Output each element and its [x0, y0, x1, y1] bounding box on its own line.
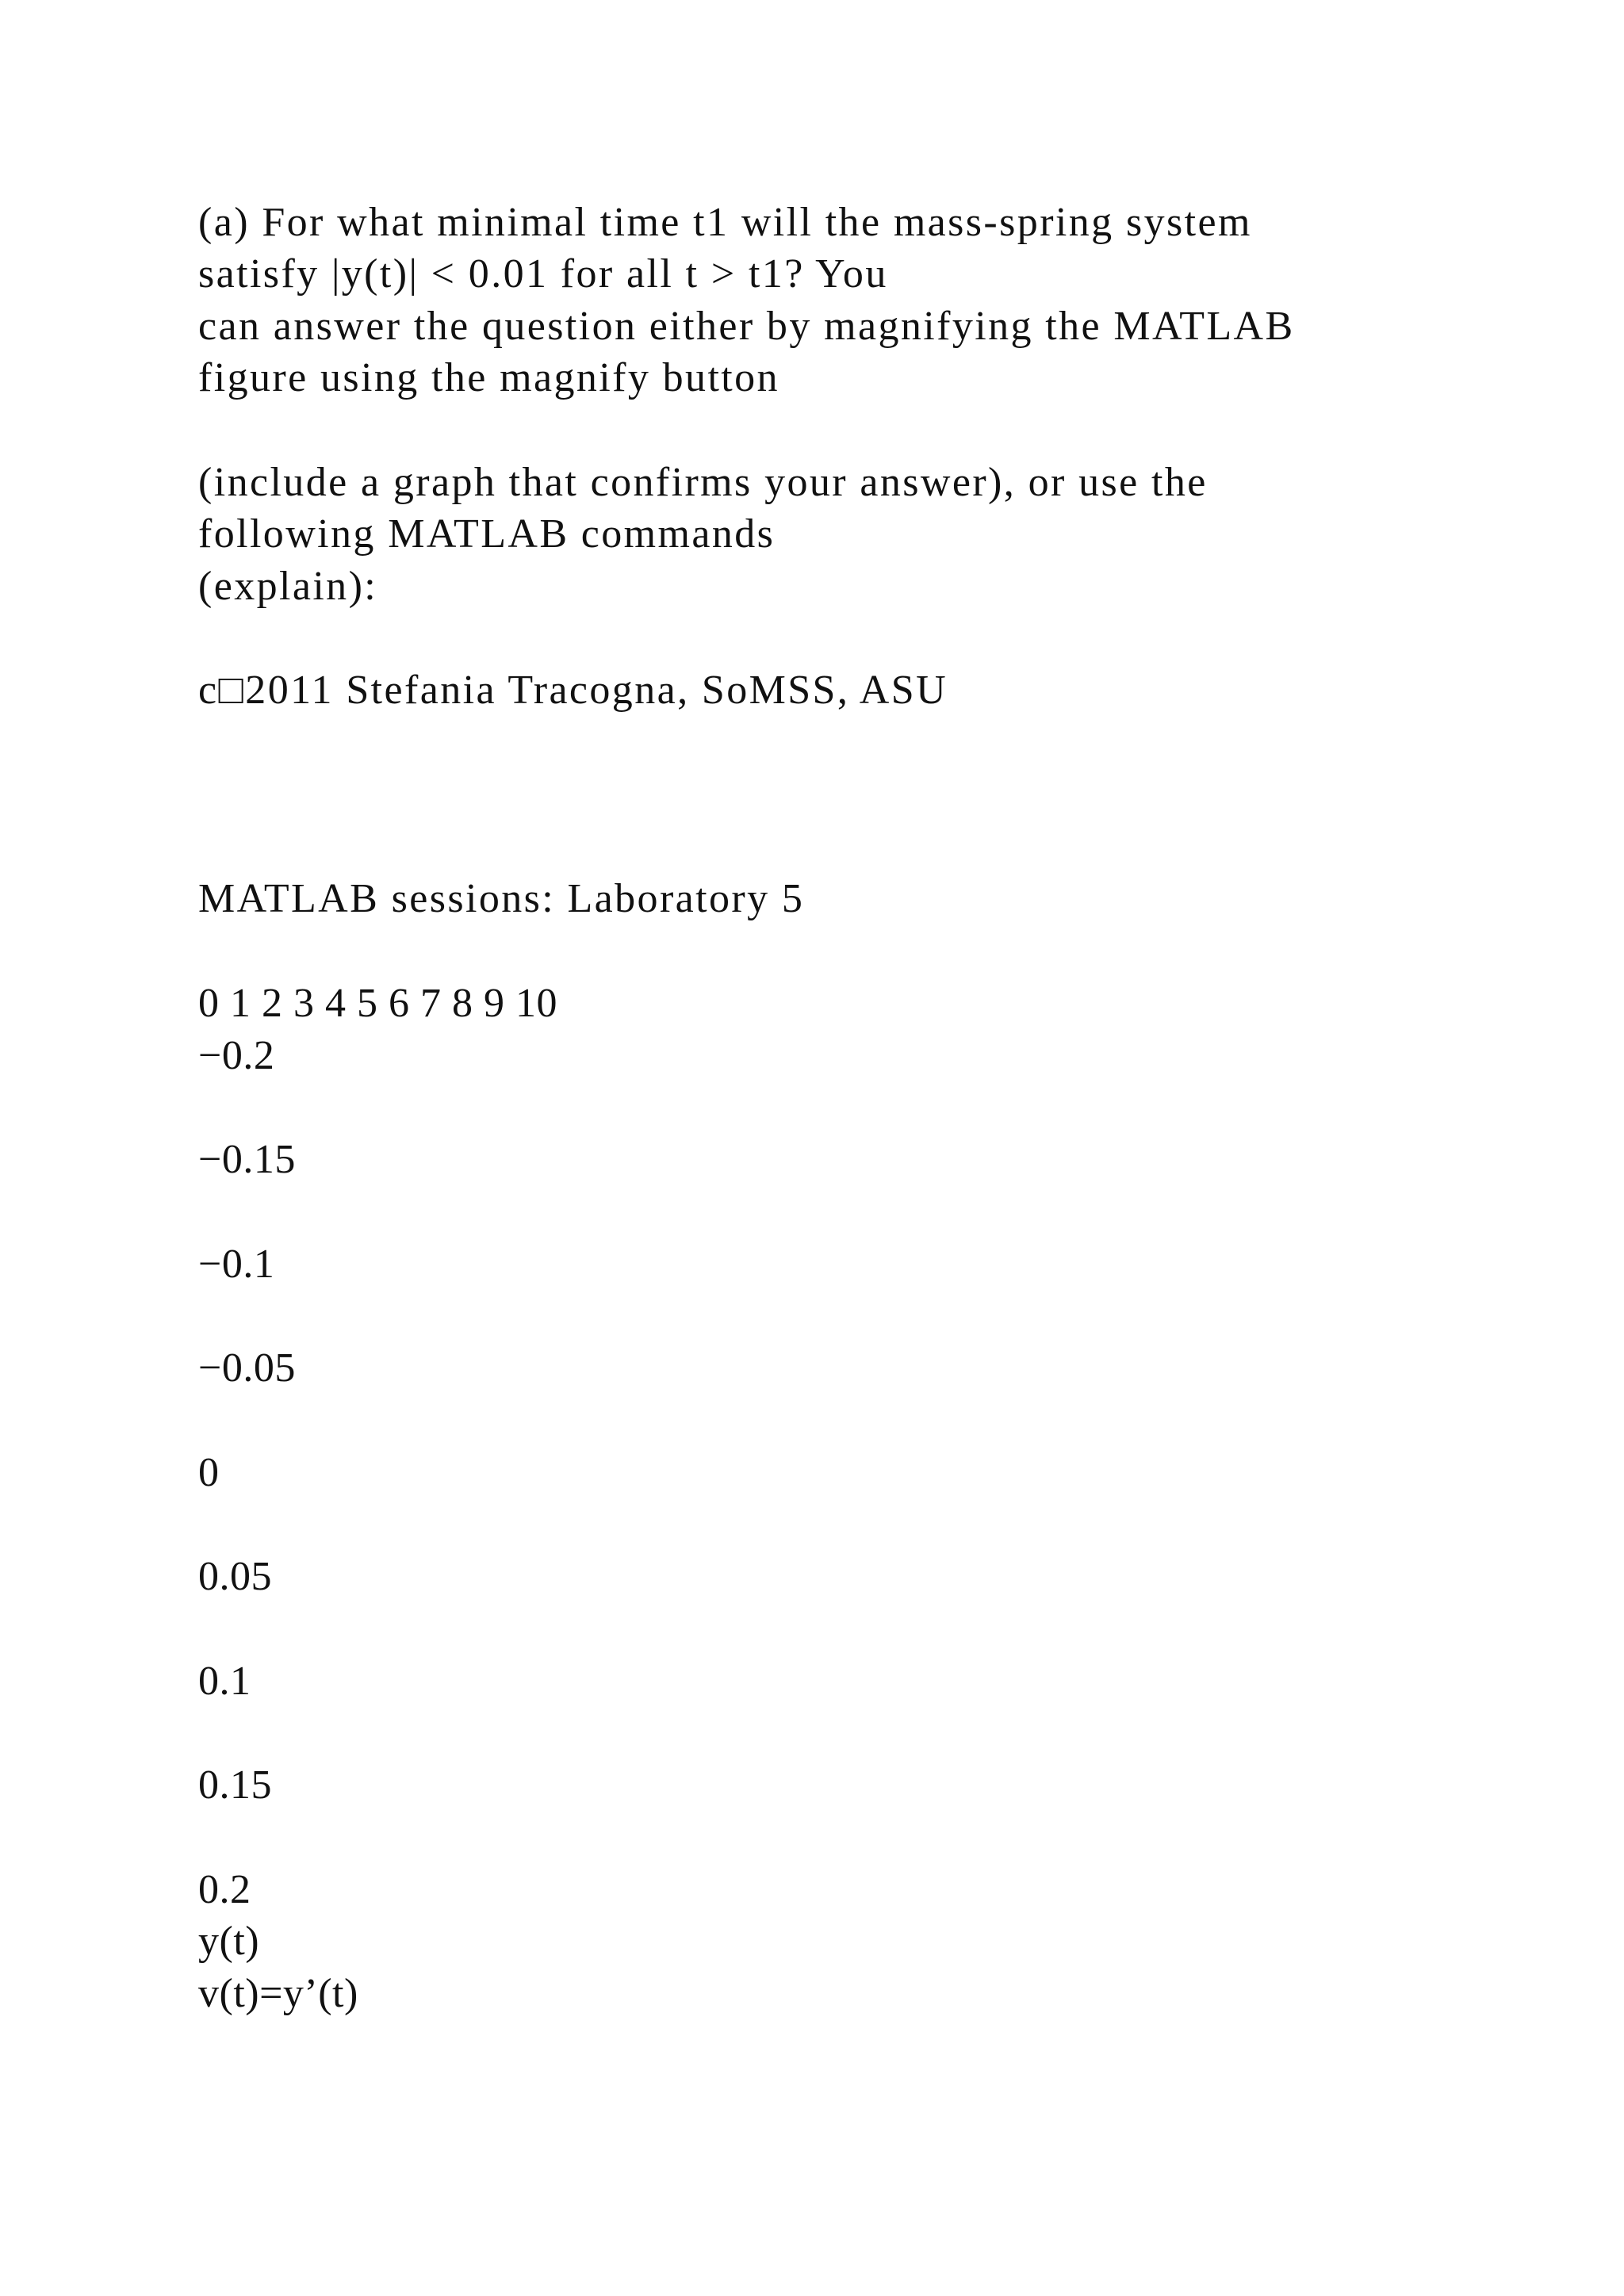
y-tick-label: 0 [198, 1450, 220, 1495]
legend-entry-v: v(t)=y’(t) [198, 1971, 358, 2016]
instruction-line-1: (include a graph that confirms your answer), or use the [198, 460, 1208, 505]
instruction-line-2: following MATLAB commands [198, 511, 776, 557]
copyright-notice: c□2011 Stefania Tracogna, SoMSS, ASU [198, 668, 948, 713]
y-tick-label: −0.1 [198, 1242, 275, 1287]
x-axis-tick-labels: 0 1 2 3 4 5 6 7 8 9 10 [198, 981, 557, 1026]
y-tick-label: 0.15 [198, 1762, 272, 1808]
legend-entry-y: y(t) [198, 1919, 260, 1964]
y-tick-label: −0.15 [198, 1137, 296, 1182]
y-tick-label: 0.2 [198, 1867, 251, 1912]
question-line-4: figure using the magnify button [198, 355, 779, 400]
session-header: MATLAB sessions: Laboratory 5 [198, 876, 805, 921]
question-line-3: can answer the question either by magnifying the MATLAB [198, 304, 1295, 349]
y-tick-label: 0.1 [198, 1659, 251, 1704]
y-tick-label: −0.05 [198, 1345, 296, 1391]
question-line-2: satisfy |y(t)| < 0.01 for all t > t1? You [198, 251, 888, 297]
y-tick-label: 0.05 [198, 1554, 272, 1599]
y-tick-label: −0.2 [198, 1033, 275, 1078]
question-line-1: (a) For what minimal time t1 will the mass-spring system [198, 200, 1252, 245]
instruction-line-3: (explain): [198, 564, 378, 609]
